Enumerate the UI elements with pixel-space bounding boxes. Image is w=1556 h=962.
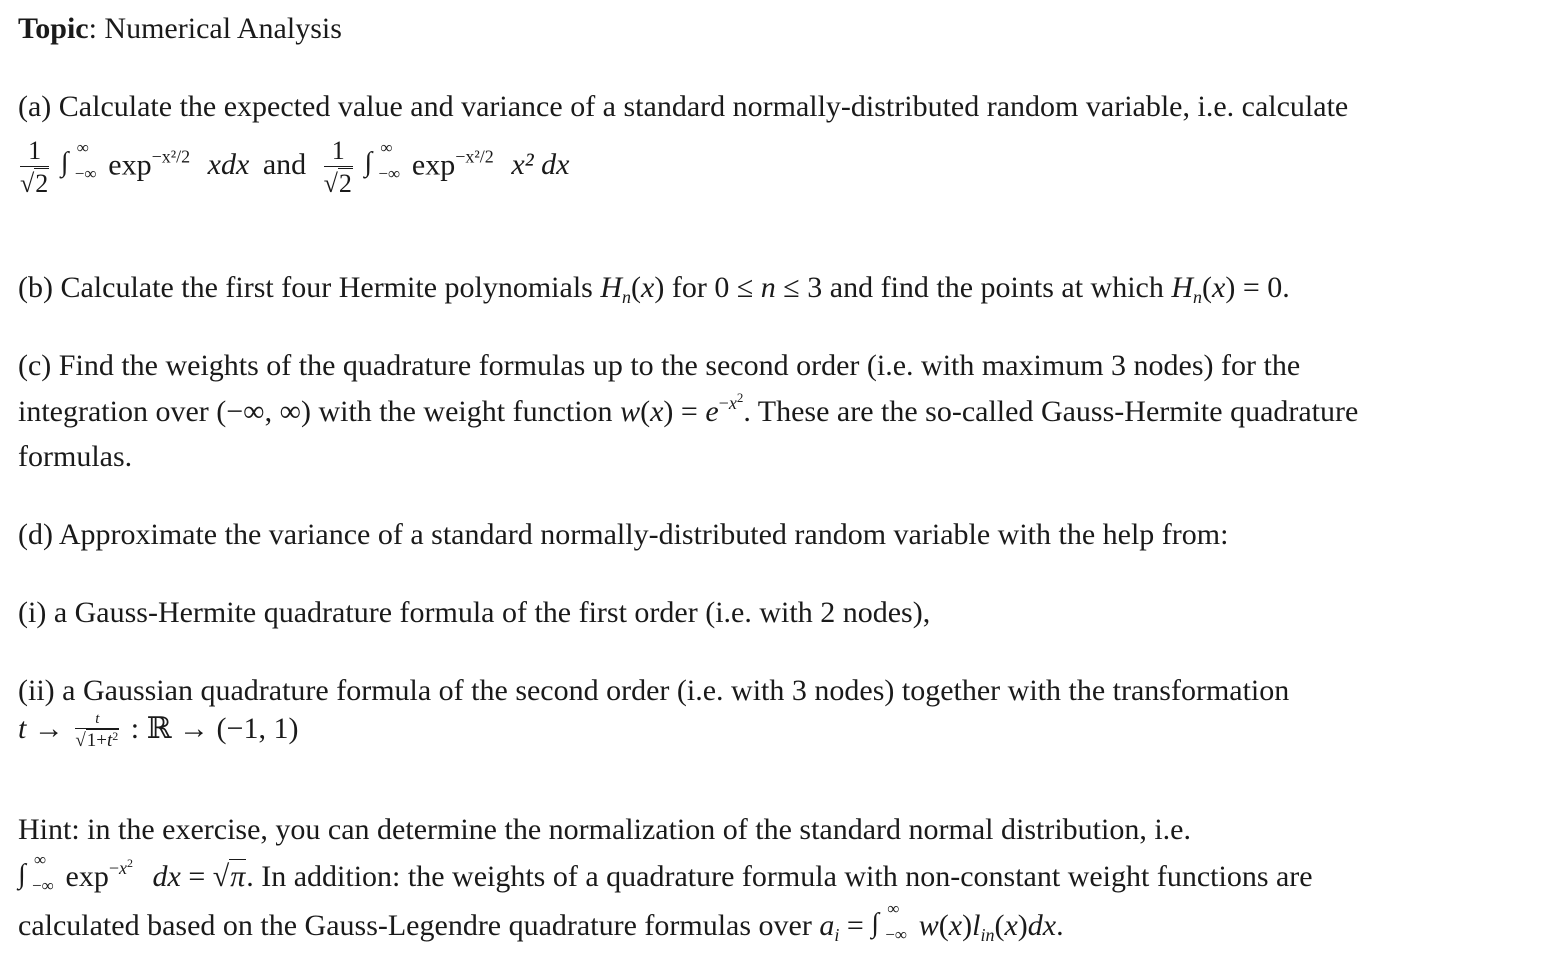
exp-power: −x²/2 (151, 146, 191, 167)
hint-line2: ∫ ∞ −∞ $\exp^{-x^2}$ dx = √π. In addition: the weights of a quadrature formula with non-constant weight functions are (18, 850, 1313, 895)
fraction-numerator-second: 1 (324, 138, 353, 167)
part-a-formula (16, 138, 569, 197)
part-b-text: (b) Calculate the first four Hermite polynomials $H_n(x)$ for 0 ≤ n ≤ 3 and find the points at which $H_n(x) = 0$. (18, 271, 1290, 307)
fraction-denominator-second: √2 (323, 169, 352, 198)
exp-label: exp (108, 148, 152, 182)
hint-line1: Hint: in the exercise, you can determine the normalization of the standard normal distribution, i.e. (18, 813, 1191, 846)
topic-label: Topic (18, 12, 89, 45)
transformation-formula: t → $\frac{t}{√1+t^2}$ : ℝ → (−1, 1) (18, 711, 299, 751)
part-b-end: = 0. (1242, 271, 1290, 304)
part-d-text: (d) Approximate the variance of a standard normally-distributed random variable with the help from: (18, 518, 1229, 551)
part-a-text: (a) Calculate the expected value and variance of a standard normally-distributed random variable, i.e. calculate (18, 90, 1349, 123)
fraction-1-over-sqrt2-second (324, 138, 353, 197)
hint-line3: calculated based on the Gauss-Legendre quadrature formulas over $a_i$ = ∫ ∞ −∞ $w(x)l_{in}(x)dx$. (18, 899, 1064, 945)
fraction-denominator: √2 (20, 169, 49, 198)
topic-value: : Numerical Analysis (88, 12, 342, 45)
part-c-line2-post: . These are the so-called Gauss-Hermite quadrature (743, 395, 1359, 428)
n-variable: n (760, 271, 776, 304)
and-word: and (262, 148, 307, 182)
integrand-x2dx: x² dx (511, 148, 570, 182)
part-c-line3: formulas. (18, 440, 133, 473)
map-text: : ℝ → (−1, 1) (130, 711, 299, 745)
integral-sign-second: ∫ ∞ −∞ (364, 138, 401, 184)
part-c-line2: integration over (−∞, ∞) with the weight function $w(x) = e^{-x^2}$. These are the so-called Gauss-Hermite quadrature (18, 390, 1359, 428)
hint-line2-post: . In addition: the weights of a quadrature formula with non-constant weight functions are (246, 860, 1313, 893)
fraction-numerator: 1 (20, 138, 49, 167)
fraction-1-over-sqrt2 (20, 138, 49, 197)
integral-sign-hint: ∫ ∞ −∞ (18, 850, 54, 895)
hermite-symbol-second: $H_n$ (1171, 271, 1203, 307)
part-b-mid1: for 0 ≤ (671, 271, 754, 304)
integrand-xdx: xdx (207, 148, 250, 182)
part-b-pre: (b) Calculate the first four Hermite polynomials (18, 271, 593, 304)
hermite-symbol: $H_n$ (600, 271, 632, 307)
topic-line (18, 14, 342, 44)
part-b-mid2: ≤ 3 and find the points at which (783, 271, 1164, 304)
integral-sign: ∫ ∞ −∞ (60, 138, 97, 184)
part-d-item-i: (i) a Gauss-Hermite quadrature formula of the first order (i.e. with 2 nodes), (18, 596, 931, 629)
exp-label-second: exp (411, 148, 456, 182)
hint-line3-pre: calculated based on the Gauss-Legendre quadrature formulas over (18, 909, 812, 942)
part-c-line2-pre: integration over (−∞, ∞) with the weight function (18, 395, 613, 428)
part-c-line1: (c) Find the weights of the quadrature formulas up to the second order (i.e. with maximum 3 nodes) for the (18, 349, 1301, 382)
integral-sign-hint-second: ∫ ∞ −∞ (871, 899, 907, 944)
weight-function: w (620, 395, 641, 428)
part-d-item-ii: (ii) a Gaussian quadrature formula of the second order (i.e. with 3 nodes) together with the transformation (18, 674, 1290, 707)
exp-power-second: −x²/2 (455, 146, 494, 167)
fraction-t-over-sqrt: $\frac{t}{√1+t^2}$ (75, 711, 119, 751)
